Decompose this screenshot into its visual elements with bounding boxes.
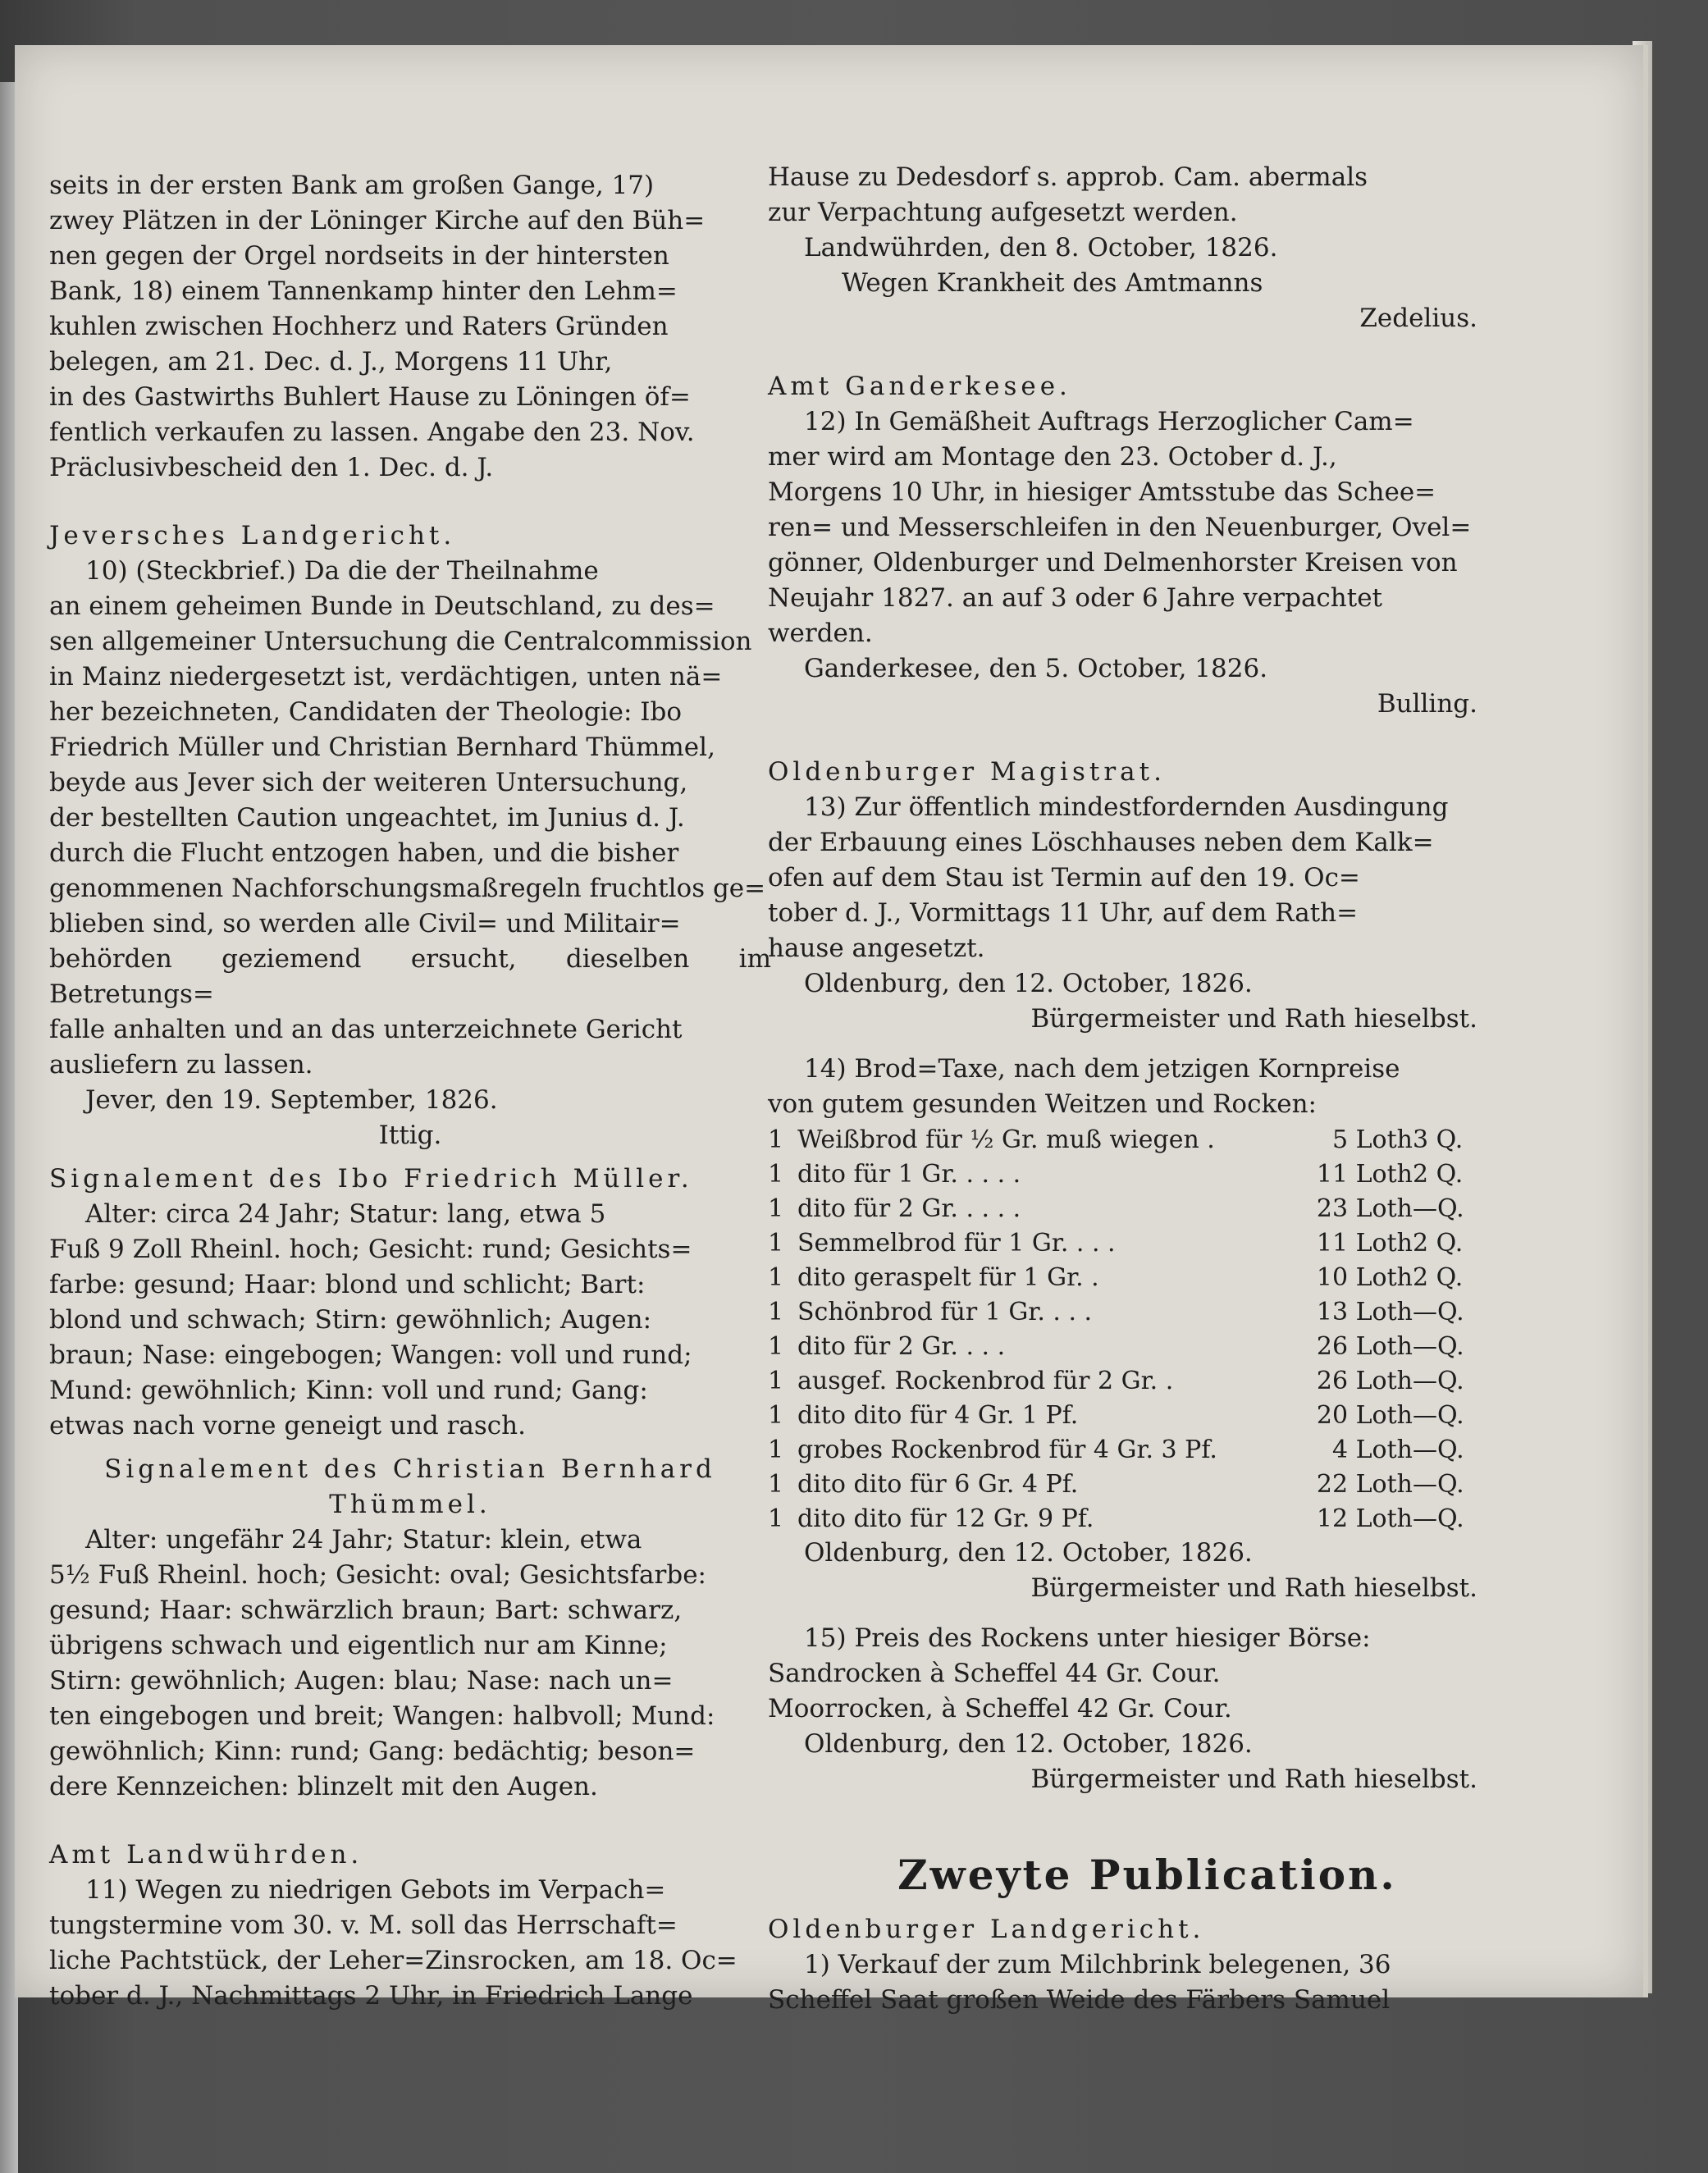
text-line: nen gegen der Orgel nordseits in der hintersten	[49, 241, 669, 271]
text-line: mer wird am Montage den 23. October d. J.,	[768, 442, 1337, 472]
text-line: 15) Preis des Rockens unter hiesiger Börse:	[804, 1623, 1371, 1653]
table-cell-item: dito für 2 Gr. . . .	[797, 1331, 1006, 1361]
text-line: Hause zu Dedesdorf s. approb. Cam. abermals	[768, 162, 1368, 192]
text-line: dere Kennzeichen: blinzelt mit den Augen.	[49, 1772, 598, 1801]
text-line: Bank, 18) einem Tannenkamp hinter den Lehm=	[49, 276, 678, 306]
text-line: ten eingebogen und breit; Wangen: halbvoll; Mund:	[49, 1701, 715, 1731]
table-row	[768, 1122, 1527, 1157]
text-line: 10) (Steckbrief.) Da die der Theilnahme	[85, 556, 599, 586]
notice-11-continued	[768, 160, 1527, 336]
table-cell-qty: 1	[768, 1366, 784, 1395]
table-cell-item: dito geraspelt für 1 Gr. .	[797, 1262, 1099, 1292]
section-heading-signalement-thuemmel-2: Thümmel.	[329, 1490, 491, 1519]
left-column	[49, 168, 771, 2014]
table-cell-qty: 1	[768, 1159, 784, 1189]
text-line: von gutem gesunden Weitzen und Rocken:	[768, 1089, 1317, 1119]
notice-13	[768, 790, 1527, 1037]
table-cell-item: Weißbrod für ½ Gr. muß wiegen .	[797, 1125, 1215, 1154]
table-cell-weight: 10 Loth	[1316, 1262, 1413, 1292]
table-cell-quent: 2 Q.	[1413, 1159, 1464, 1189]
text-line: gesund; Haar: schwärzlich braun; Bart: schwarz,	[49, 1596, 683, 1625]
text-line: genommenen Nachforschungsmaßregeln fruchtlos ge=	[49, 874, 766, 903]
text-line: Friedrich Müller und Christian Bernhard Thümmel,	[49, 733, 715, 762]
text-line: liche Pachtstück, der Leher=Zinsrocken, am 18. Oc=	[49, 1946, 738, 1975]
text-line: Alter: ungefähr 24 Jahr; Statur: klein, etwa	[85, 1525, 642, 1554]
table-row	[768, 1157, 1527, 1191]
signalement-mueller	[49, 1197, 771, 1444]
table-cell-qty: 1	[768, 1297, 784, 1326]
table-cell-quent: —Q.	[1413, 1331, 1464, 1361]
text-line: Alter: circa 24 Jahr; Statur: lang, etwa 5	[85, 1199, 606, 1229]
section-heading-landgericht: Oldenburger Landgericht.	[768, 1915, 1205, 1944]
text-line: 12) In Gemäßheit Auftrags Herzoglicher Cam=	[804, 407, 1414, 436]
intro-paragraph	[49, 168, 771, 486]
dateline: Ganderkesee, den 5. October, 1826.	[804, 654, 1268, 683]
table-cell-weight: 26 Loth	[1316, 1366, 1413, 1395]
notice-10	[49, 554, 771, 1153]
text-line: beyde aus Jever sich der weiteren Untersuchung,	[49, 768, 688, 797]
text-line: 11) Wegen zu niedrigen Gebots im Verpach=	[85, 1875, 666, 1905]
text-line: ren= und Messerschleifen in den Neuenburger, Ovel=	[768, 513, 1472, 542]
text-line: übrigens schwach und eigentlich nur am Kinne;	[49, 1631, 668, 1660]
text-line: behörden geziemend ersucht, dieselben im Betretungs=	[49, 944, 771, 1009]
table-cell-quent: —Q.	[1413, 1400, 1464, 1430]
table-row	[768, 1260, 1527, 1294]
text-line: in Mainz niedergesetzt ist, verdächtigen, unten nä=	[49, 662, 723, 692]
text-line: gönner, Oldenburger und Delmenhorster Kreisen von	[768, 548, 1458, 577]
table-row	[768, 1467, 1527, 1501]
dateline: Oldenburg, den 12. October, 1826.	[804, 969, 1253, 998]
signature: Zedelius.	[1359, 304, 1477, 333]
table-cell-weight: 11 Loth	[1316, 1159, 1413, 1189]
section-heading-signalement-mueller: Signalement des Ibo Friedrich Müller.	[49, 1164, 693, 1194]
table-cell-item: dito für 1 Gr. . . . .	[797, 1159, 1021, 1189]
table-cell-quent: —Q.	[1413, 1435, 1464, 1464]
table-cell-qty: 1	[768, 1400, 784, 1430]
text-line: durch die Flucht entzogen haben, und die bisher	[49, 838, 679, 868]
section-heading-signalement-thuemmel: Signalement des Christian Bernhard	[104, 1454, 716, 1484]
table-cell-quent: —Q.	[1413, 1194, 1464, 1223]
signature-note: Wegen Krankheit des Amtmanns	[842, 268, 1263, 298]
text-line: kuhlen zwischen Hochherz und Raters Gründen	[49, 312, 669, 341]
text-line: zwey Plätzen in der Löninger Kirche auf den Büh=	[49, 206, 706, 235]
text-line: der bestellten Caution ungeachtet, im Junius d. J.	[49, 803, 685, 833]
text-line: seits in der ersten Bank am großen Gange, 17)	[49, 171, 655, 200]
text-line: Sandrocken à Scheffel 44 Gr. Cour.	[768, 1659, 1221, 1688]
table-cell-qty: 1	[768, 1435, 784, 1464]
text-line: ausliefern zu lassen.	[49, 1050, 313, 1080]
dateline: Oldenburg, den 12. October, 1826.	[804, 1729, 1253, 1759]
table-cell-item: dito dito für 12 Gr. 9 Pf.	[797, 1504, 1094, 1533]
table-cell-qty: 1	[768, 1504, 784, 1533]
table-row	[768, 1363, 1527, 1398]
text-line: Morgens 10 Uhr, in hiesiger Amtsstube das Schee=	[768, 477, 1436, 507]
text-line: fentlich verkaufen zu lassen. Angabe den 23. Nov.	[49, 418, 695, 447]
text-line: etwas nach vorne geneigt und rasch.	[49, 1411, 526, 1440]
publication-heading: Zweyte Publication.	[897, 1851, 1397, 1899]
text-line: tober d. J., Vormittags 11 Uhr, auf dem Rath=	[768, 898, 1359, 928]
text-line: Scheffel Saat großen Weide des Färbers Samuel	[768, 1985, 1391, 2015]
table-cell-qty: 1	[768, 1262, 784, 1292]
text-line: falle anhalten und an das unterzeichnete Gericht	[49, 1015, 683, 1044]
bread-price-table	[768, 1122, 1527, 1536]
table-row	[768, 1191, 1527, 1226]
table-cell-qty: 1	[768, 1228, 784, 1258]
text-line: zur Verpachtung aufgesetzt werden.	[768, 198, 1238, 227]
table-cell-weight: 23 Loth	[1316, 1194, 1413, 1223]
table-row	[768, 1226, 1527, 1260]
signature: Ittig.	[378, 1121, 442, 1150]
table-cell-qty: 1	[768, 1331, 784, 1361]
section-heading-jever: Jeversches Landgericht.	[49, 521, 456, 550]
table-cell-qty: 1	[768, 1469, 784, 1499]
text-line: Präclusivbescheid den 1. Dec. d. J.	[49, 453, 494, 482]
table-cell-quent: —Q.	[1413, 1469, 1464, 1499]
table-cell-item: grobes Rockenbrod für 4 Gr. 3 Pf.	[797, 1435, 1217, 1464]
text-line: tungstermine vom 30. v. M. soll das Herrschaft=	[49, 1911, 678, 1940]
table-cell-weight: 22 Loth	[1316, 1469, 1413, 1499]
text-line: Fuß 9 Zoll Rheinl. hoch; Gesicht: rund; Gesichts=	[49, 1235, 692, 1264]
text-line: hause angesetzt.	[768, 934, 985, 963]
dateline: Jever, den 19. September, 1826.	[85, 1085, 498, 1115]
text-line: 1) Verkauf der zum Milchbrink belegenen, 36	[804, 1950, 1391, 1979]
signature: Bürgermeister und Rath hieselbst.	[1030, 1004, 1477, 1034]
table-cell-weight: 11 Loth	[1316, 1228, 1413, 1258]
signature: Bulling.	[1377, 689, 1477, 719]
table-cell-quent: 3 Q.	[1413, 1125, 1464, 1154]
text-line: werden.	[768, 619, 873, 648]
notice-14	[768, 1052, 1527, 1606]
notice-1	[768, 1947, 1527, 2018]
notice-15	[768, 1621, 1527, 1797]
text-line: blieben sind, so werden alle Civil= und Militair=	[49, 909, 681, 938]
spacer	[768, 1037, 1527, 1052]
signalement-thuemmel	[49, 1522, 771, 1805]
text-line: gewöhnlich; Kinn: rund; Gang: bedächtig; beson=	[49, 1737, 696, 1766]
table-row	[768, 1329, 1527, 1363]
text-line: 5½ Fuß Rheinl. hoch; Gesicht: oval; Gesichtsfarbe:	[49, 1560, 706, 1590]
text-line: Neujahr 1827. an auf 3 oder 6 Jahre verpachtet	[768, 583, 1383, 613]
text-line: tober d. J., Nachmittags 2 Uhr, in Friedrich Lange	[49, 1981, 693, 2011]
text-line: ofen auf dem Stau ist Termin auf den 19. Oc=	[768, 863, 1360, 892]
text-line: in des Gastwirths Buhlert Hause zu Löningen öf=	[49, 382, 691, 412]
text-line: braun; Nase: eingebogen; Wangen: voll und rund;	[49, 1340, 692, 1370]
table-cell-item: Schönbrod für 1 Gr. . . .	[797, 1297, 1093, 1326]
table-cell-qty: 1	[768, 1125, 784, 1154]
notice-11	[49, 1873, 771, 2014]
text-line: farbe: gesund; Haar: blond und schlicht; Bart:	[49, 1270, 646, 1299]
table-cell-item: dito dito für 4 Gr. 1 Pf.	[797, 1400, 1079, 1430]
table-cell-weight: 4 Loth	[1332, 1435, 1413, 1464]
table-cell-item: Semmelbrod für 1 Gr. . . .	[797, 1228, 1116, 1258]
table-cell-quent: —Q.	[1413, 1366, 1464, 1395]
table-cell-qty: 1	[768, 1194, 784, 1223]
notice-12	[768, 404, 1527, 722]
section-heading-landwuehrden: Amt Landwührden.	[49, 1840, 363, 1869]
table-cell-weight: 5 Loth	[1332, 1125, 1413, 1154]
text-line: Moorrocken, à Scheffel 42 Gr. Cour.	[768, 1694, 1232, 1723]
table-row	[768, 1398, 1527, 1432]
text-line: blond und schwach; Stirn: gewöhnlich; Augen:	[49, 1305, 652, 1335]
signature: Bürgermeister und Rath hieselbst.	[1030, 1573, 1477, 1603]
table-cell-quent: —Q.	[1413, 1297, 1464, 1326]
text-line: 13) Zur öffentlich mindestfordernden Ausdingung	[804, 792, 1449, 822]
text-line: 14) Brod=Taxe, nach dem jetzigen Kornpreise	[804, 1054, 1400, 1084]
right-column	[768, 160, 1527, 2018]
table-row	[768, 1432, 1527, 1467]
document-page	[15, 45, 1648, 2015]
text-line: Mund: gewöhnlich; Kinn: voll und rund; Gang:	[49, 1376, 648, 1405]
table-row	[768, 1294, 1527, 1329]
table-row	[768, 1501, 1527, 1536]
dateline: Oldenburg, den 12. October, 1826.	[804, 1538, 1253, 1568]
table-cell-quent: 2 Q.	[1413, 1262, 1464, 1292]
table-cell-weight: 12 Loth	[1316, 1504, 1413, 1533]
table-cell-weight: 26 Loth	[1316, 1331, 1413, 1361]
dateline: Landwührden, den 8. October, 1826.	[804, 233, 1278, 262]
table-cell-item: dito dito für 6 Gr. 4 Pf.	[797, 1469, 1079, 1499]
text-line: her bezeichneten, Candidaten der Theologie: Ibo	[49, 697, 683, 727]
table-cell-quent: —Q.	[1413, 1504, 1464, 1533]
text-line: an einem geheimen Bunde in Deutschland, zu des=	[49, 591, 715, 621]
table-cell-item: dito für 2 Gr. . . . .	[797, 1194, 1021, 1223]
text-line: sen allgemeiner Untersuchung die Centralcommission	[49, 627, 752, 656]
table-cell-weight: 20 Loth	[1316, 1400, 1413, 1430]
spacer	[768, 1606, 1527, 1621]
section-heading-magistrat: Oldenburger Magistrat.	[768, 757, 1166, 787]
text-line: belegen, am 21. Dec. d. J., Morgens 11 Uhr,	[49, 347, 613, 377]
section-heading-ganderkesee: Amt Ganderkesee.	[768, 372, 1071, 401]
signature: Bürgermeister und Rath hieselbst.	[1030, 1764, 1477, 1794]
table-cell-item: ausgef. Rockenbrod für 2 Gr. .	[797, 1366, 1174, 1395]
text-line: Stirn: gewöhnlich; Augen: blau; Nase: nach un=	[49, 1666, 674, 1696]
text-line: der Erbauung eines Löschhauses neben dem Kalk=	[768, 828, 1434, 857]
table-cell-quent: 2 Q.	[1413, 1228, 1464, 1258]
table-cell-weight: 13 Loth	[1316, 1297, 1413, 1326]
